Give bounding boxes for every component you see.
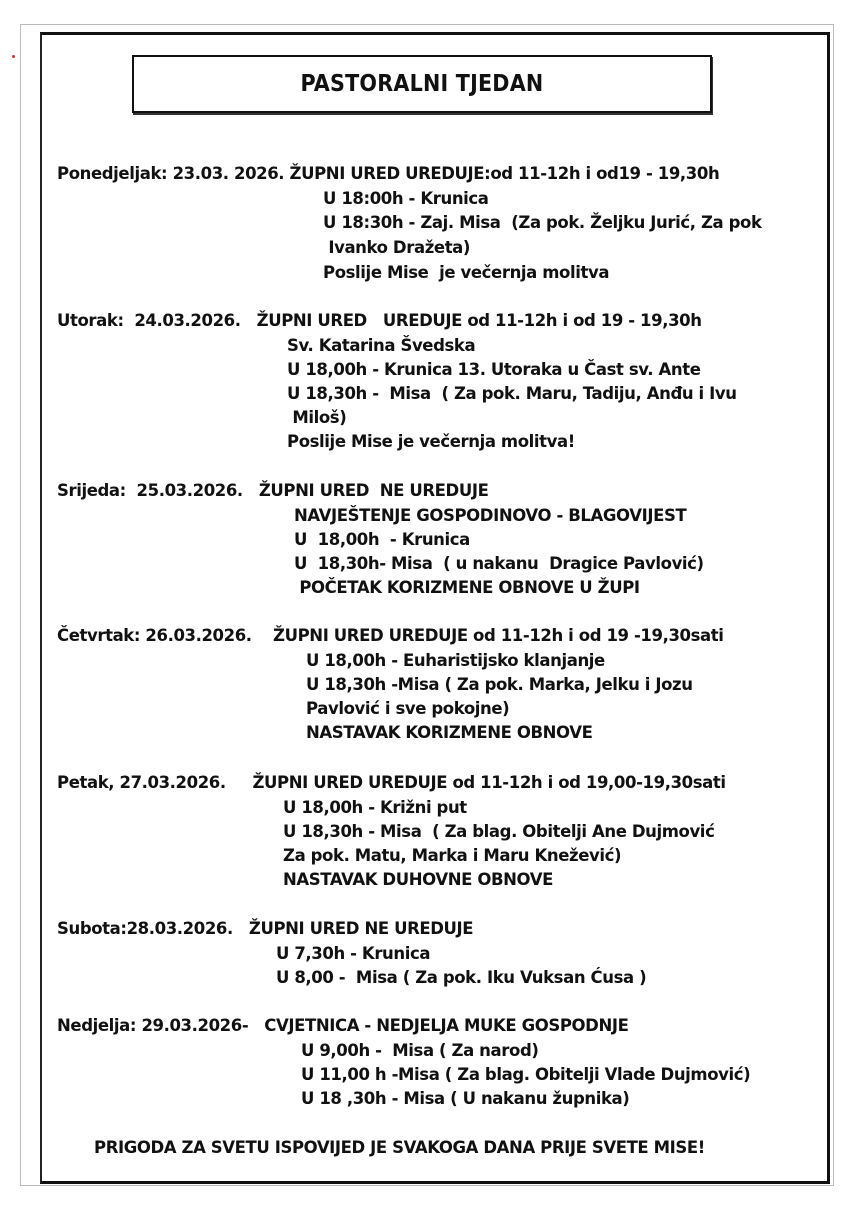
confession-notice: PRIGODA ZA SVETU ISPOVIJED JE SVAKOGA DANA PRIJE SVETE MISE! [94, 1138, 705, 1157]
schedule-line: U 18,00h - Euharistijsko klanjanje [306, 651, 605, 670]
schedule-line: U 9,00h - Misa ( Za narod) [301, 1041, 539, 1060]
day-header-wednesday: Srijeda: 25.03.2026. ŽUPNI URED NE UREDUJE [57, 481, 489, 500]
day-header-sunday: Nedjelja: 29.03.2026- CVJETNICA - NEDJELJA MUKE GOSPODNJE [57, 1016, 629, 1035]
schedule-line: U 18:30h - Zaj. Misa (Za pok. Željku Jurić, Za pok [323, 213, 762, 232]
schedule-line: U 18,30h -Misa ( Za pok. Marka, Jelku i Jozu [306, 675, 693, 694]
schedule-line: U 18:00h - Krunica [323, 189, 489, 208]
schedule-line: NASTAVAK DUHOVNE OBNOVE [283, 870, 553, 889]
day-header-monday: Ponedjeljak: 23.03. 2026. ŽUPNI URED UREDUJE:od 11-12h i od19 - 19,30h [57, 164, 720, 183]
schedule-line: U 18,00h - Križni put [283, 798, 467, 817]
day-header-friday: Petak, 27.03.2026. ŽUPNI URED UREDUJE od 11-12h i od 19,00-19,30sati [57, 773, 726, 792]
day-header-thursday: Četvrtak: 26.03.2026. ŽUPNI URED UREDUJE od 11-12h i od 19 -19,30sati [57, 626, 724, 645]
schedule-line: POČETAK KORIZMENE OBNOVE U ŽUPI [294, 578, 640, 597]
day-header-tuesday: Utorak: 24.03.2026. ŽUPNI URED UREDUJE od 11-12h i od 19 - 19,30h [57, 311, 702, 330]
schedule-line: Miloš) [287, 408, 347, 427]
schedule-line: U 18,30h- Misa ( u nakanu Dragice Pavlović) [294, 554, 704, 573]
schedule-line: Poslije Mise je večernja molitva [323, 263, 610, 282]
schedule-line: NAVJEŠTENJE GOSPODINOVO - BLAGOVIJEST [294, 506, 687, 525]
title-box [132, 55, 712, 113]
schedule-line: Pavlović i sve pokojne) [306, 699, 510, 718]
schedule-line: Ivanko Dražeta) [323, 238, 471, 257]
schedule-line: U 7,30h - Krunica [276, 944, 431, 963]
schedule-line: U 18,00h - Krunica 13. Utoraka u Čast sv. Ante [287, 360, 701, 379]
day-header-saturday: Subota:28.03.2026. ŽUPNI URED NE UREDUJE [57, 919, 474, 938]
schedule-line: U 18 ,30h - Misa ( U nakanu župnika) [301, 1089, 630, 1108]
schedule-line: NASTAVAK KORIZMENE OBNOVE [306, 723, 593, 742]
scan-speck [12, 55, 15, 58]
schedule-line: U 18,30h - Misa ( Za pok. Maru, Tadiju, Anđu i Ivu [287, 384, 737, 403]
schedule-line: Za pok. Matu, Marka i Maru Knežević) [283, 846, 622, 865]
page-title: PASTORALNI TJEDAN [300, 71, 544, 97]
schedule-line: U 8,00 - Misa ( Za pok. Iku Vuksan Ćusa ) [276, 968, 647, 987]
schedule-line: U 18,00h - Krunica [294, 530, 470, 549]
schedule-line: Sv. Katarina Švedska [287, 336, 476, 355]
schedule-line: Poslije Mise je večernja molitva! [287, 432, 575, 451]
schedule-line: U 18,30h - Misa ( Za blag. Obitelji Ane Dujmović [283, 822, 715, 841]
schedule-line: U 11,00 h -Misa ( Za blag. Obitelji Vlade Dujmović) [301, 1065, 751, 1084]
